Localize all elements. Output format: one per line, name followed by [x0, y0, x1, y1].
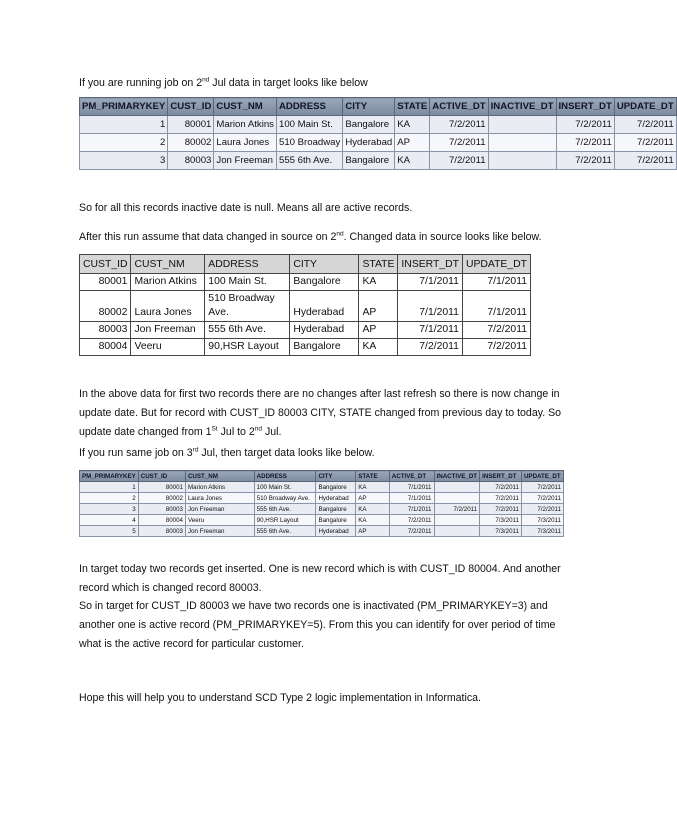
- table-cell: 100 Main St.: [276, 116, 342, 134]
- table-cell: [488, 152, 556, 170]
- column-header: CUST_NM: [214, 98, 277, 116]
- table-row: [80, 322, 531, 339]
- table-cell: 100 Main St.: [205, 274, 290, 291]
- table-cell: KA: [395, 116, 430, 134]
- table-row: [80, 339, 531, 356]
- table-cell: 7/2/2011: [614, 152, 676, 170]
- table-row: [80, 274, 531, 291]
- table-cell: 2: [80, 493, 139, 504]
- run3-note: If you run same job on 3rd Jul, then target data looks like below.: [79, 446, 375, 459]
- table-cell: [434, 526, 480, 537]
- table-cell: 7/2/2011: [430, 134, 488, 152]
- table-cell: Veeru: [131, 339, 205, 356]
- table-cell: 7/2/2011: [521, 504, 563, 515]
- table-cell: 90,HSR Layout: [254, 515, 316, 526]
- table-cell: 1: [80, 482, 139, 493]
- table-cell: Jon Freeman: [214, 152, 277, 170]
- table-cell: Hyderabad: [316, 526, 356, 537]
- table-cell: Jon Freeman: [131, 322, 205, 339]
- table-cell: 80003: [138, 526, 185, 537]
- table-cell: 100 Main St.: [254, 482, 316, 493]
- table-cell: KA: [395, 152, 430, 170]
- table-cell: Marion Atkins: [185, 482, 254, 493]
- table-cell: 7/2/2011: [521, 482, 563, 493]
- table-cell: Veeru: [185, 515, 254, 526]
- table-cell: 7/2/2011: [614, 116, 676, 134]
- table-row: [80, 482, 564, 493]
- table-row: [80, 134, 677, 152]
- table-cell: [434, 482, 480, 493]
- table-cell: AP: [356, 526, 390, 537]
- table-cell: 7/1/2011: [398, 274, 463, 291]
- table-cell: 510 Broadway Ave.: [254, 493, 316, 504]
- table-cell: 5: [80, 526, 139, 537]
- table-cell: Bangalore: [290, 274, 359, 291]
- table-cell: 510 Broadway: [276, 134, 342, 152]
- column-header: STATE: [359, 255, 398, 274]
- table-row: [80, 526, 564, 537]
- table-cell: Bangalore: [316, 515, 356, 526]
- table-cell: KA: [359, 274, 398, 291]
- table-cell: 7/2/2011: [389, 526, 434, 537]
- column-header: INSERT_DT: [556, 98, 614, 116]
- table-cell: [434, 493, 480, 504]
- table-cell: 555 6th Ave.: [205, 322, 290, 339]
- table-cell: 7/2/2011: [434, 504, 480, 515]
- column-header: CUST_ID: [138, 471, 185, 482]
- closing-note: Hope this will help you to understand SCD Type 2 logic implementation in Informatica.: [79, 692, 481, 704]
- table-cell: [434, 515, 480, 526]
- column-header: CITY: [290, 255, 359, 274]
- table-cell: 555 6th Ave.: [254, 526, 316, 537]
- table-cell: 7/1/2011: [389, 504, 434, 515]
- inactive-note: So for all this records inactive date is null. Means all are active records.: [79, 202, 413, 214]
- table-cell: 7/1/2011: [462, 274, 530, 291]
- table-cell: 555 6th Ave.: [254, 504, 316, 515]
- table-cell: 7/2/2011: [556, 152, 614, 170]
- column-header: INSERT_DT: [398, 255, 463, 274]
- table-cell: Bangalore: [316, 504, 356, 515]
- table-cell: 7/2/2011: [556, 116, 614, 134]
- table-cell: 7/2/2011: [398, 339, 463, 356]
- after-run-note: After this run assume that data changed in source on 2nd. Changed data in source looks like below.: [79, 230, 542, 243]
- table-cell: 7/2/2011: [480, 493, 522, 504]
- table-cell: [488, 116, 556, 134]
- inserted-note: In target today two records get inserted. One is new record which is with CUST_ID 80004. And another record which is changed record 80003.: [79, 563, 561, 594]
- table-cell: Hyderabad: [290, 322, 359, 339]
- table-row: [80, 116, 677, 134]
- column-header: ADDRESS: [276, 98, 342, 116]
- table-cell: 555 6th Ave.: [276, 152, 342, 170]
- table-cell: 7/1/2011: [389, 493, 434, 504]
- column-header: STATE: [356, 471, 390, 482]
- column-header: PM_PRIMARYKEY: [80, 98, 168, 116]
- column-header: ADDRESS: [254, 471, 316, 482]
- source-table: [79, 254, 531, 356]
- table-cell: 7/3/2011: [480, 515, 522, 526]
- target-table-day2: [79, 97, 677, 170]
- table-cell: Jon Freeman: [185, 526, 254, 537]
- table-cell: 80004: [80, 339, 131, 356]
- table-cell: 7/1/2011: [398, 322, 463, 339]
- table-cell: 7/2/2011: [462, 339, 530, 356]
- column-header: ACTIVE_DT: [430, 98, 488, 116]
- table-cell: 80002: [168, 134, 214, 152]
- table-cell: AP: [359, 291, 398, 322]
- table-cell: 4: [80, 515, 139, 526]
- table-cell: Laura Jones: [131, 291, 205, 322]
- column-header: UPDATE_DT: [614, 98, 676, 116]
- column-header: CUST_ID: [168, 98, 214, 116]
- table-cell: 510 Broadway Ave.: [205, 291, 290, 322]
- column-header: CITY: [343, 98, 395, 116]
- table-row: [80, 493, 564, 504]
- table-cell: KA: [359, 339, 398, 356]
- target-table-day3: [79, 470, 564, 537]
- table-cell: KA: [356, 515, 390, 526]
- column-header: CUST_NM: [185, 471, 254, 482]
- column-header: STATE: [395, 98, 430, 116]
- changes-note: In the above data for first two records there are no changes after last refresh so there is now change in update date. But for record with CUST_ID 80003 CITY, STATE changed from previous day to today. So update date changed from 1St Jul to 2nd Jul.: [79, 388, 562, 438]
- column-header: ACTIVE_DT: [389, 471, 434, 482]
- table-cell: AP: [359, 322, 398, 339]
- table-cell: AP: [395, 134, 430, 152]
- table-cell: 80001: [80, 274, 131, 291]
- table-cell: KA: [356, 482, 390, 493]
- table-cell: Bangalore: [290, 339, 359, 356]
- table-cell: 80002: [138, 493, 185, 504]
- column-header: UPDATE_DT: [521, 471, 563, 482]
- table-cell: 7/1/2011: [398, 291, 463, 322]
- table-cell: Jon Freeman: [185, 504, 254, 515]
- table-row: [80, 291, 531, 322]
- column-header: INACTIVE_DT: [488, 98, 556, 116]
- column-header: UPDATE_DT: [462, 255, 530, 274]
- table-cell: Hyderabad: [316, 493, 356, 504]
- cust-note: So in target for CUST_ID 80003 we have two records one is inactivated (PM_PRIMARYKEY=3) and another one is active record (PM_PRIMARYKEY=5). From this you can identify for over period of time what is the active record for particular customer.: [79, 600, 556, 650]
- table-cell: 7/2/2011: [430, 152, 488, 170]
- table-cell: 3: [80, 152, 168, 170]
- table-cell: 80001: [168, 116, 214, 134]
- table-cell: Hyderabad: [290, 291, 359, 322]
- table-cell: 7/2/2011: [556, 134, 614, 152]
- table-cell: Hyderabad: [343, 134, 395, 152]
- table-cell: 7/2/2011: [462, 322, 530, 339]
- table-row: [80, 152, 677, 170]
- table-cell: Marion Atkins: [214, 116, 277, 134]
- table-cell: 7/3/2011: [521, 515, 563, 526]
- table-cell: 80003: [80, 322, 131, 339]
- table-cell: 2: [80, 134, 168, 152]
- table-cell: 80004: [138, 515, 185, 526]
- table-cell: Bangalore: [343, 152, 395, 170]
- column-header: CITY: [316, 471, 356, 482]
- column-header: CUST_NM: [131, 255, 205, 274]
- table-cell: 7/1/2011: [462, 291, 530, 322]
- table-cell: 80001: [138, 482, 185, 493]
- table-cell: 80003: [168, 152, 214, 170]
- table-cell: Laura Jones: [214, 134, 277, 152]
- column-header: INACTIVE_DT: [434, 471, 480, 482]
- table-cell: 7/2/2011: [614, 134, 676, 152]
- table-cell: Bangalore: [316, 482, 356, 493]
- table-cell: 7/1/2011: [389, 482, 434, 493]
- table-row: [80, 504, 564, 515]
- table-cell: 7/3/2011: [521, 526, 563, 537]
- table-cell: 3: [80, 504, 139, 515]
- table-cell: 80003: [138, 504, 185, 515]
- table-cell: 7/2/2011: [430, 116, 488, 134]
- table-cell: KA: [356, 504, 390, 515]
- table-cell: [488, 134, 556, 152]
- table-cell: 7/2/2011: [389, 515, 434, 526]
- table-row: [80, 515, 564, 526]
- table-cell: 80002: [80, 291, 131, 322]
- table-cell: 90,HSR Layout: [205, 339, 290, 356]
- column-header: INSERT_DT: [480, 471, 522, 482]
- table-cell: Marion Atkins: [131, 274, 205, 291]
- table-cell: 7/2/2011: [521, 493, 563, 504]
- intro-text: If you are running job on 2nd Jul data in target looks like below: [79, 76, 368, 89]
- table-cell: 1: [80, 116, 168, 134]
- column-header: ADDRESS: [205, 255, 290, 274]
- column-header: PM_PRIMARYKEY: [80, 471, 139, 482]
- table-cell: 7/3/2011: [480, 526, 522, 537]
- table-cell: AP: [356, 493, 390, 504]
- table-cell: Bangalore: [343, 116, 395, 134]
- table-cell: 7/2/2011: [480, 482, 522, 493]
- table-cell: 7/2/2011: [480, 504, 522, 515]
- column-header: CUST_ID: [80, 255, 131, 274]
- table-cell: Laura Jones: [185, 493, 254, 504]
